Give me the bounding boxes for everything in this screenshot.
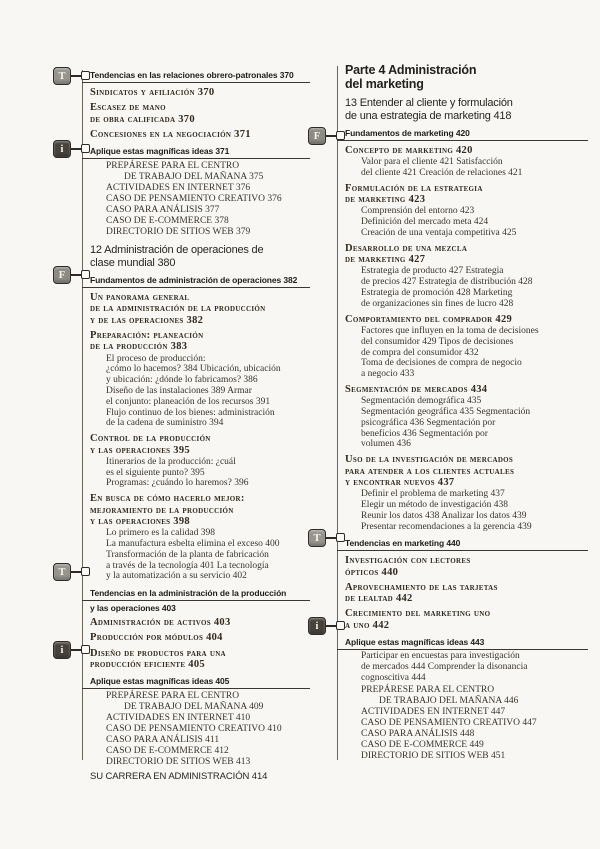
toc-heading: [345, 145, 588, 156]
toc-heading-line: para atender a los clientes actuales: [345, 465, 515, 477]
toc-endmatter-line: CASO PARA ANÁLISIS 448: [361, 729, 475, 740]
badge-connector: [81, 567, 90, 576]
toc-heading-line: mejoramiento de la producción: [90, 504, 234, 516]
toc-subentry-line: Itinerarios de la producción: ¿cuál: [106, 456, 236, 467]
toc-heading-line: producción eficiente 405: [90, 659, 205, 670]
toc-feature-fundamentos: [90, 275, 310, 288]
toc-heading: [90, 632, 310, 643]
badge-box: [53, 641, 71, 659]
toc-subentry-line: y ubicación: ¿dónde lo fabricamos? 386: [106, 375, 258, 386]
fundamentos-badge-icon: [53, 266, 87, 284]
toc-heading: [90, 330, 310, 353]
toc-feature-aplique: [90, 146, 310, 159]
toc-subentry-line: La manufactura esbelta elimina el exceso 400: [106, 538, 280, 549]
aplique-ideas-badge-icon: [308, 617, 342, 635]
toc-subentries: [345, 266, 588, 309]
toc-subentry-line: Reunir los datos 438 Analizar los datos 439: [361, 510, 527, 521]
toc-subentries: [345, 396, 588, 450]
toc-heading-line: de la administración de la producción: [90, 303, 266, 315]
toc-career-line: SU CARRERA EN ADMINISTRACIÓN 414: [90, 771, 268, 783]
toc-heading: [345, 454, 588, 488]
toc-subentry-line: de mercados 444 Comprender la disonancia: [361, 661, 528, 672]
toc-feature-label: y las operaciones 403: [90, 603, 176, 614]
toc-heading-line: Concesiones en la negociación 371: [90, 128, 251, 140]
toc-endmatter-line: CASO DE PENSAMIENTO CREATIVO 376: [106, 194, 282, 205]
toc-feature-label: Fundamentos de administración de operaciones 382: [82, 275, 310, 288]
toc-endmatter-line: CASO DE PENSAMIENTO CREATIVO 410: [106, 724, 282, 735]
badge-letter: i: [60, 143, 64, 155]
badge-connector: [336, 131, 345, 140]
toc-endmatter-line: CASO DE E-COMMERCE 412: [106, 746, 229, 757]
toc-subentry-line: del consumidor 429 Tipos de decisiones: [361, 336, 514, 347]
toc-feature-tendencias: [90, 588, 310, 613]
toc-heading: [90, 129, 310, 140]
toc-endmatter-line: PREPÁRESE PARA EL CENTRO: [106, 161, 240, 172]
toc-chapter-title: [90, 244, 310, 269]
toc-heading: [345, 314, 588, 325]
toc-subentry-line: Diseño de las instalaciones 389 Armar: [106, 386, 252, 397]
toc-subentry-line: El proceso de producción:: [106, 353, 206, 364]
badge-box: [53, 67, 71, 85]
toc-feature-aplique: [90, 676, 310, 689]
toc-subentry-line: Participar en encuestas para investigación: [361, 651, 520, 662]
badge-box: [308, 617, 326, 635]
toc-heading-line: Comportamiento del comprador 429: [345, 313, 513, 325]
toc-endmatter-line: PREPÁRESE PARA EL CENTRO: [106, 691, 240, 702]
toc-endmatter-line: DE TRABAJO DEL MAÑANA 409: [124, 702, 264, 713]
toc-subentry-line: Definición del mercado meta 424: [361, 217, 489, 228]
toc-chapter-line: clase mundial 380: [90, 256, 176, 269]
toc-endmatter-line: CASO PARA ANÁLISIS 377: [106, 205, 220, 216]
toc-feature-label: Tendencias en las relaciones obrero-patronales 370: [82, 70, 310, 83]
toc-heading-line: Escasez de mano: [90, 102, 166, 114]
toc-heading-line: y encontrar nuevos 437: [345, 476, 455, 488]
toc-subentries: [90, 528, 310, 582]
toc-endmatter-line: DE TRABAJO DEL MAÑANA 446: [379, 696, 519, 707]
badge-connector: [336, 533, 345, 542]
toc-endmatter: [90, 161, 310, 238]
toc-right-column: [337, 64, 588, 762]
toc-career-entry: [90, 771, 310, 783]
toc-subentry-line: Factores que influyen en la toma de decisiones: [361, 325, 539, 336]
toc-heading-line: Control de la producción: [90, 433, 211, 445]
badge-box: [53, 140, 71, 158]
toc-heading: [90, 292, 310, 326]
badge-connector: [81, 144, 90, 153]
badge-connector: [336, 621, 345, 630]
toc-subentry-line: Lo primero es la calidad 398: [106, 528, 215, 539]
badge-box: [53, 563, 71, 581]
toc-subentry-line: Flujo continuo de los bienes: administración: [106, 407, 275, 418]
badge-letter: T: [58, 566, 66, 578]
toc-subentry-line: el conjunto: planeación de los recursos 391: [106, 396, 271, 407]
badge-letter: i: [315, 620, 319, 632]
toc-feature-aplique: [345, 637, 588, 650]
toc-feature-label: Fundamentos de marketing 420: [337, 128, 588, 141]
toc-subentry-line: psicográfica 436 Segmentación por: [361, 417, 496, 428]
fundamentos-badge-icon: [308, 127, 342, 145]
toc-feature-tendencias: [345, 538, 588, 551]
toc-heading-line: En busca de cómo hacerlo mejor:: [90, 493, 245, 505]
toc-subentry-line: a través de la tecnología 401 La tecnología: [106, 560, 269, 571]
toc-heading-line: de lealtad 442: [345, 593, 413, 605]
aplique-ideas-badge-icon: [53, 140, 87, 158]
toc-chapter-line: 12 Administración de operaciones de: [90, 244, 264, 257]
toc-heading-line: Concepto de marketing 420: [345, 145, 473, 156]
toc-subentry-line: es el siguiente punto? 395: [106, 467, 205, 478]
tendencias-badge-icon: [308, 529, 342, 547]
toc-endmatter-line: DIRECTORIO DE SITIOS WEB 379: [106, 227, 251, 238]
toc-subentry-line: Transformación de la planta de fabricación: [106, 549, 269, 560]
toc-part-title: [345, 64, 588, 91]
toc-heading-line: a uno 442: [345, 619, 390, 631]
badge-connector: [81, 71, 90, 80]
toc-heading-line: Administración de activos 403: [90, 617, 231, 629]
toc-endmatter-line: DE TRABAJO DEL MAÑANA 375: [124, 172, 264, 183]
toc-subentries: [345, 651, 588, 683]
badge-box: [308, 127, 326, 145]
toc-endmatter-line: CASO DE E-COMMERCE 449: [361, 740, 484, 751]
toc-subentry-line: Creación de una ventaja competitiva 425: [361, 228, 517, 239]
toc-endmatter-line: PREPÁRESE PARA EL CENTRO: [361, 685, 495, 696]
toc-subentry-line: Programas: ¿cuándo lo haremos? 396: [106, 478, 249, 489]
toc-heading-line: y las operaciones 398: [90, 515, 190, 527]
toc-heading: [345, 608, 588, 631]
toc-subentry-line: y la automatización a su servicio 402: [106, 571, 247, 582]
toc-heading: [345, 243, 588, 266]
toc-subentries: [345, 326, 588, 380]
toc-endmatter: [90, 691, 310, 768]
toc-subentries: [90, 457, 310, 489]
toc-subentry-line: Segmentación geográfica 435 Segmentación: [361, 407, 531, 418]
toc-heading: [90, 493, 310, 527]
toc-part-line: del marketing: [345, 76, 424, 91]
badge-box: [308, 529, 326, 547]
badge-connector: [81, 645, 90, 654]
toc-heading: [90, 87, 310, 98]
toc-feature-label: Aplique estas magníficas ideas 443: [337, 637, 588, 650]
toc-feature-label: Aplique estas magníficas ideas 371: [82, 146, 310, 159]
toc-feature-fundamentos: [345, 128, 588, 141]
toc-heading-line: Preparación: planeación: [90, 330, 204, 342]
toc-subentry-line: del cliente 421 Creación de relaciones 421: [361, 168, 523, 179]
toc-subentry-line: Comprensión del entorno 423: [361, 206, 475, 217]
toc-heading-line: Un panorama general: [90, 292, 190, 304]
toc-subentry-line: ¿cómo lo hacemos? 384 Ubicación, ubicación: [106, 364, 281, 375]
toc-heading-line: Producción por módulos 404: [90, 632, 223, 644]
toc-heading-line: Segmentación de mercados 434: [345, 383, 488, 395]
toc-heading-line: Investigación con lectores: [345, 555, 471, 567]
toc-subentries: [90, 354, 310, 430]
toc-heading-line: Diseño de productos para una: [90, 647, 226, 659]
badge-letter: F: [313, 130, 321, 142]
toc-part-line: Parte 4 Administración: [345, 63, 477, 77]
badge-connector: [81, 270, 90, 279]
toc-chapter-title: [345, 97, 588, 122]
toc-heading: [90, 648, 310, 671]
toc-endmatter-line: ACTIVIDADES EN INTERNET 410: [106, 713, 251, 724]
toc-heading-line: Desarrollo de una mezcla: [345, 242, 468, 254]
toc-left-column: [82, 64, 310, 783]
toc-heading: [90, 433, 310, 456]
toc-feature-label: Tendencias en marketing 440: [337, 538, 588, 551]
toc-subentry-line: Definir el problema de marketing 437: [361, 489, 505, 500]
tendencias-badge-icon: [53, 563, 87, 581]
toc-heading: [90, 102, 310, 125]
toc-heading-line: Crecimiento del marketing uno: [345, 608, 491, 620]
toc-feature-label: Tendencias en la administración de la producción: [82, 588, 310, 601]
toc-heading: [345, 183, 588, 206]
toc-endmatter-line: ACTIVIDADES EN INTERNET 447: [361, 707, 506, 718]
toc-subentry-line: de precios 427 Estrategia de distribución 428: [361, 277, 533, 288]
toc-endmatter: [345, 685, 588, 762]
toc-feature-tendencias: [90, 70, 310, 83]
toc-subentries: [345, 206, 588, 238]
toc-subentries: [345, 489, 588, 532]
toc-heading-line: de obra calificada 370: [90, 113, 195, 125]
toc-heading-line: y las operaciones 395: [90, 444, 190, 456]
toc-heading: [345, 555, 588, 578]
badge-letter: F: [58, 269, 66, 281]
badge-letter: T: [58, 70, 66, 82]
toc-chapter-line: 13 Entender al cliente y formulación: [345, 97, 513, 109]
toc-heading: [90, 617, 310, 628]
toc-heading-line: de marketing 423: [345, 194, 426, 206]
toc-subentry-line: beneficios 436 Segmentación por: [361, 428, 488, 439]
toc-subentry-line: Estrategia de promoción 428 Marketing: [361, 288, 513, 299]
toc-subentry-line: volumen 436: [361, 439, 411, 450]
toc-heading-line: ópticos 440: [345, 566, 399, 578]
aplique-ideas-badge-icon: [53, 641, 87, 659]
toc-subentry-line: Segmentación demográfica 435: [361, 396, 482, 407]
toc-heading-line: Aprovechamiento de las tarjetas: [345, 581, 498, 593]
tendencias-badge-icon: [53, 67, 87, 85]
toc-endmatter-line: DIRECTORIO DE SITIOS WEB 413: [106, 757, 251, 768]
toc-endmatter-line: CASO DE PENSAMIENTO CREATIVO 447: [361, 718, 537, 729]
toc-heading-line: Uso de la investigación de mercados: [345, 454, 514, 466]
toc-subentry-line: de la cadena de suministro 394: [106, 418, 224, 429]
toc-subentry-line: a negocio 433: [361, 369, 415, 380]
toc-chapter-line: de una estrategia de marketing 418: [345, 109, 512, 122]
toc-heading-line: y de las operaciones 382: [90, 314, 204, 326]
toc-subentries: [345, 157, 588, 179]
badge-letter: i: [60, 644, 64, 656]
toc-endmatter-line: CASO DE E-COMMERCE 378: [106, 216, 229, 227]
toc-subentry-line: cognoscitiva 444: [361, 672, 426, 683]
badge-letter: T: [313, 532, 321, 544]
toc-heading-line: Formulación de la estrategia: [345, 182, 483, 194]
toc-feature-label: Aplique estas magníficas ideas 405: [82, 676, 310, 689]
toc-heading: [345, 384, 588, 395]
toc-subentry-line: Elegir un método de investigación 438: [361, 499, 508, 510]
toc-endmatter-line: DIRECTORIO DE SITIOS WEB 451: [361, 751, 506, 762]
badge-box: [53, 266, 71, 284]
toc-heading: [345, 582, 588, 605]
toc-subentry-line: Valor para el cliente 421 Satisfacción: [361, 157, 503, 168]
toc-endmatter-line: ACTIVIDADES EN INTERNET 376: [106, 183, 251, 194]
toc-subentry-line: de organizaciones sin fines de lucro 428: [361, 298, 514, 309]
toc-subentry-line: Estrategia de producto 427 Estrategia: [361, 266, 504, 277]
toc-heading-line: de marketing 427: [345, 254, 426, 266]
toc-subentry-line: Presentar recomendaciones a la gerencia 439: [361, 521, 532, 532]
toc-heading-line: Sindicatos y afiliación 370: [90, 87, 215, 98]
toc-endmatter-line: CASO PARA ANÁLISIS 411: [106, 735, 220, 746]
toc-subentry-line: Toma de decisiones de compra de negocio: [361, 358, 522, 369]
toc-heading-line: de la producción 383: [90, 341, 188, 353]
toc-subentry-line: de compra del consumidor 432: [361, 347, 479, 358]
